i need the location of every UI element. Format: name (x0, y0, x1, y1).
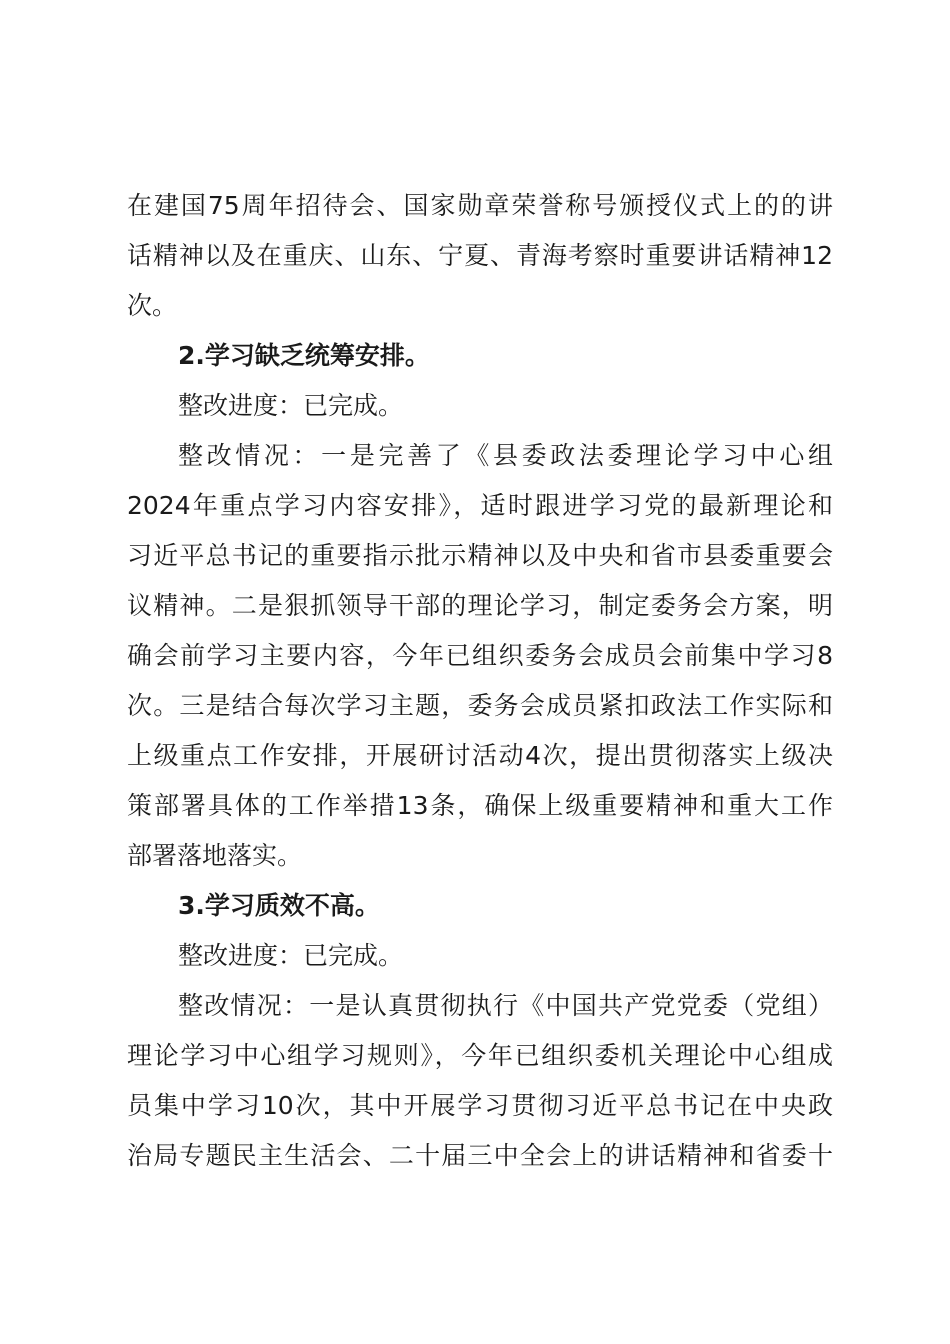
text-line: 议精神。二是狠抓领导干部的理论学习，制定委务会方案，明 (127, 591, 833, 620)
document-body (127, 181, 833, 1181)
text-line: 部署落地落实。 (127, 841, 303, 870)
progress-line: 整改进度：已完成。 (178, 391, 404, 420)
section-heading: 2.学习缺乏统筹安排。 (178, 341, 430, 370)
text-line: 2024年重点学习内容安排》，适时跟进学习党的最新理论和 (127, 491, 833, 520)
text-line: 话精神以及在重庆、山东、宁夏、青海考察时重要讲话精神12 (127, 241, 833, 270)
progress-line: 整改进度：已完成。 (178, 941, 404, 970)
text-line: 在建国75周年招待会、国家勋章荣誉称号颁授仪式上的的讲 (127, 191, 833, 220)
text-line: 策部署具体的工作举措13条，确保上级重要精神和重大工作 (127, 791, 833, 820)
text-line: 治局专题民主生活会、二十届三中全会上的讲话精神和省委十 (127, 1141, 833, 1170)
section-heading: 3.学习质效不高。 (178, 891, 380, 920)
text-line: 理论学习中心组学习规则》，今年已组织委机关理论中心组成 (127, 1041, 833, 1070)
text-line: 整改情况：一是认真贯彻执行《中国共产党党委（党组） (178, 991, 833, 1020)
text-line: 次。三是结合每次学习主题，委务会成员紧扣政法工作实际和 (127, 691, 833, 720)
text-line: 确会前学习主要内容，今年已组织委务会成员会前集中学习8 (127, 641, 833, 670)
text-line: 上级重点工作安排，开展研讨活动4次，提出贯彻落实上级决 (127, 741, 833, 770)
text-line: 整改情况：一是完善了《县委政法委理论学习中心组 (178, 441, 833, 470)
text-line: 员集中学习10次，其中开展学习贯彻习近平总书记在中央政 (127, 1091, 833, 1120)
text-line: 次。 (127, 291, 178, 320)
text-line: 习近平总书记的重要指示批示精神以及中央和省市县委重要会 (127, 541, 833, 570)
